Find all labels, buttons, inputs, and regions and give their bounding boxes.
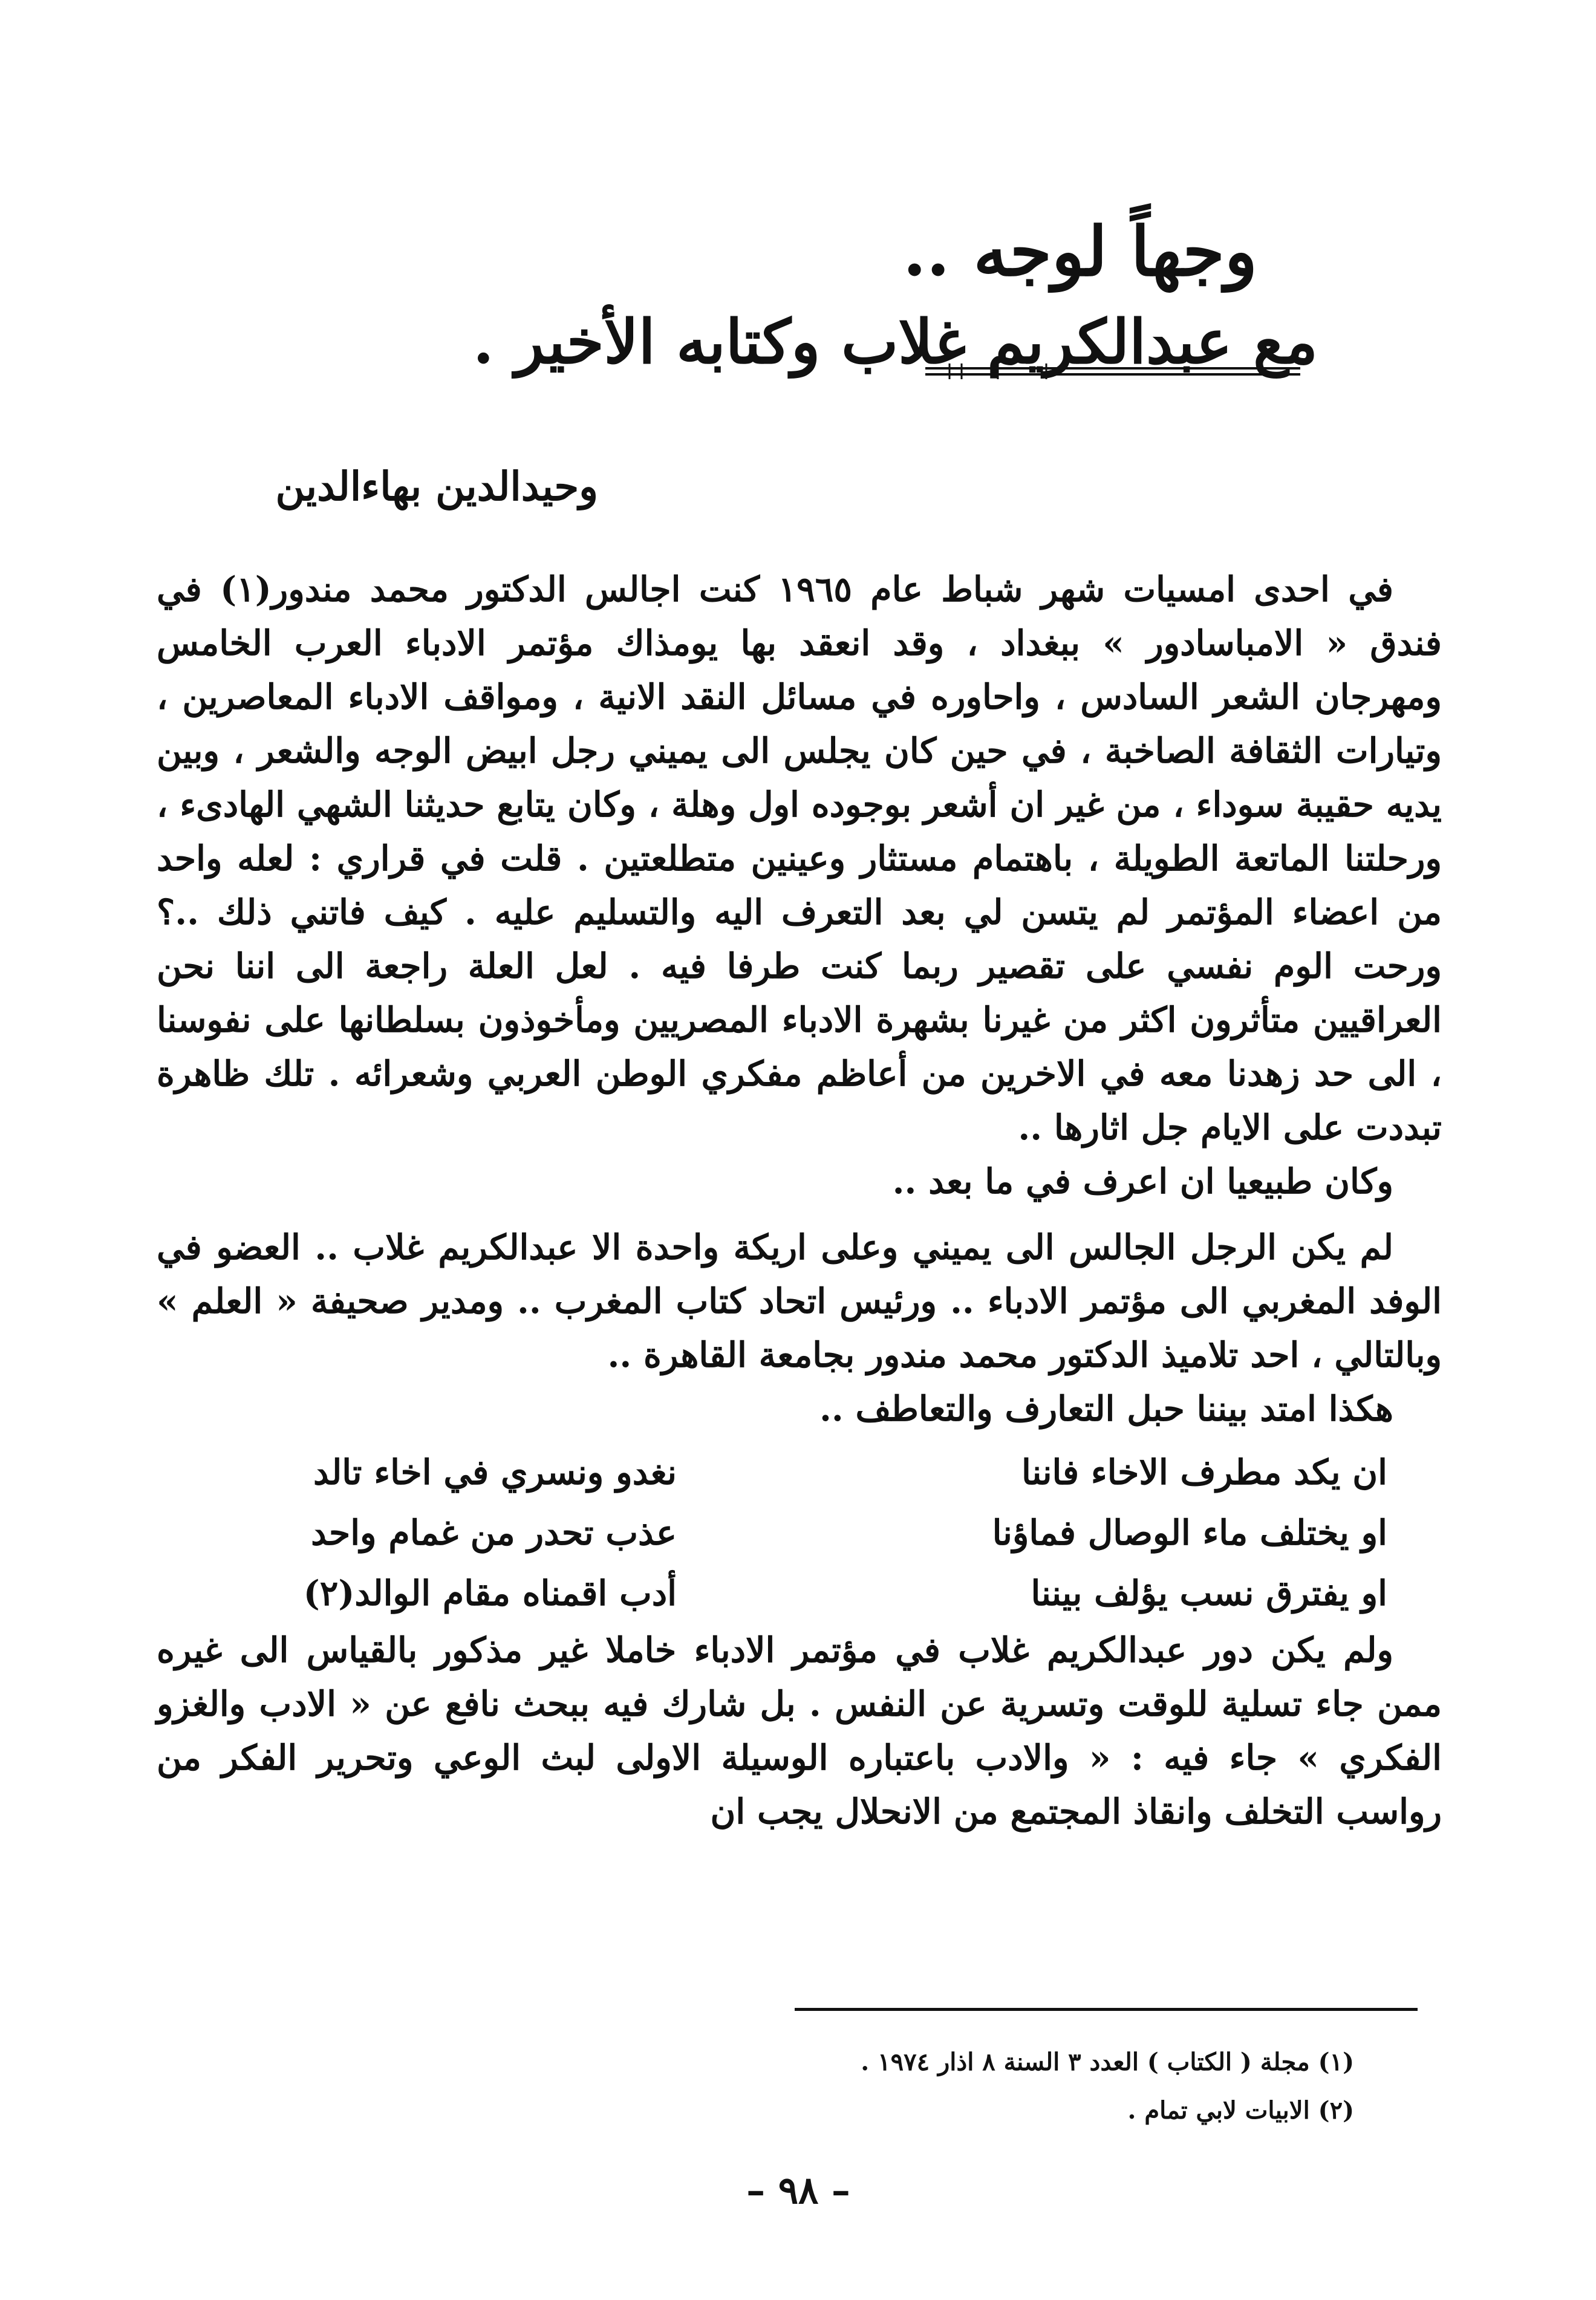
paragraph: وكان طبيعيا ان اعرف في ما بعد ..	[892, 1161, 1393, 1202]
footnote: (٢) الابيات لابي تمام .	[1127, 2096, 1354, 2125]
verse-first-hemistich: او يختلف ماء الوصال فماؤنا	[992, 1512, 1387, 1553]
paragraph: لم يكن الرجل الجالس الى يميني وعلى اريكة واحدة الا عبدالكريم غلاب .. العضو في الوفد المغربي الى مؤتمر الادباء .. ورئيس اتحاد كتاب المغرب .. ومدير صحيفة « العلم » وبالتالي ، احد تلاميذ الدكتور محمد مندور بجامعة القاهرة ..	[157, 1227, 1442, 1375]
verse-line	[157, 1442, 1442, 1502]
verse-second-hemistich: أدب اقمناه مقام الوالد(٢)	[303, 1572, 677, 1614]
verse-line	[157, 1502, 1442, 1563]
footnotes	[628, 2038, 1354, 2135]
poem-verses	[157, 1442, 1442, 1623]
author-name: وحيدالدين بهاءالدين	[275, 463, 598, 510]
verse-first-hemistich: ان يكد مطرف الاخاء فاننا	[1021, 1451, 1387, 1493]
article-body	[157, 562, 1442, 1839]
article-subtitle: مع عبدالكريم غلاب وكتابه الأخير .	[472, 306, 1318, 377]
verse-second-hemistich: عذب تحدر من غمام واحد	[311, 1512, 677, 1553]
paragraph: ولم يكن دور عبدالكريم غلاب في مؤتمر الادباء خاملا غير مذكور بالقياس الى غيره ممن جاء تسلية للوقت وتسرية عن النفس . بل شارك فيه ببحث نافع عن « الادب والغزو الفكري » جاء فيه : « والادب باعتباره الوسيلة الاولى لبث الوعي وتحرير الفكر من رواسب التخلف وانقاذ المجتمع من الانحلال يجب ان	[157, 1630, 1442, 1832]
verse-line	[157, 1563, 1442, 1623]
verse-first-hemistich: او يفترق نسب يؤلف بيننا	[1031, 1572, 1387, 1614]
verse-second-hemistich: نغدو ونسري في اخاء تالد	[313, 1451, 677, 1493]
footnote: (١) مجلة ( الكتاب ) العدد ٣ السنة ٨ اذار ١٩٧٤ .	[861, 2048, 1354, 2076]
article-title: وجهاً لوجه ..	[902, 212, 1257, 292]
footnote-divider	[795, 2008, 1418, 2011]
page-number: – ٩٨ –	[746, 2168, 850, 2212]
paragraph: في احدى امسيات شهر شباط عام ١٩٦٥ كنت اجالس الدكتور محمد مندور(١) في فندق « الامباسادور » ببغداد ، وقد انعقد بها يومذاك مؤتمر الادباء العرب الخامس ومهرجان الشعر السادس ، واحاوره في مسائل النقد الانية ، ومواقف الادباء المعاصرين ، وتيارات الثقافة الصاخبة ، في حين كان يجلس الى يميني رجل ابيض الوجه والشعر ، وبين يديه حقيبة سوداء ، من غير ان أشعر بوجوده اول وهلة ، وكان يتابع حديثنا الشهي الهادىء ، ورحلتنا الماتعة الطويلة ، باهتمام مستثار وعينين متطلعتين . قلت في قراري : لعله واحد من اعضاء المؤتمر لم يتسن لي بعد التعرف اليه والتسليم عليه . كيف فاتني ذلك ..؟ ورحت الوم نفسي على تقصير ربما كنت طرفا فيه . لعل العلة راجعة الى اننا نحن العراقيين متأثرون اكثر من غيرنا بشهرة الادباء المصريين ومأخوذون بسلطانها على نفوسنا ، الى حد زهدنا معه في الاخرين من أعاظم مفكري الوطن العربي وشعرائه . تلك ظاهرة تبددت على الايام جل اثارها ..	[157, 569, 1442, 1148]
paragraph: هكذا امتد بيننا حبل التعارف والتعاطف ..	[819, 1389, 1393, 1429]
